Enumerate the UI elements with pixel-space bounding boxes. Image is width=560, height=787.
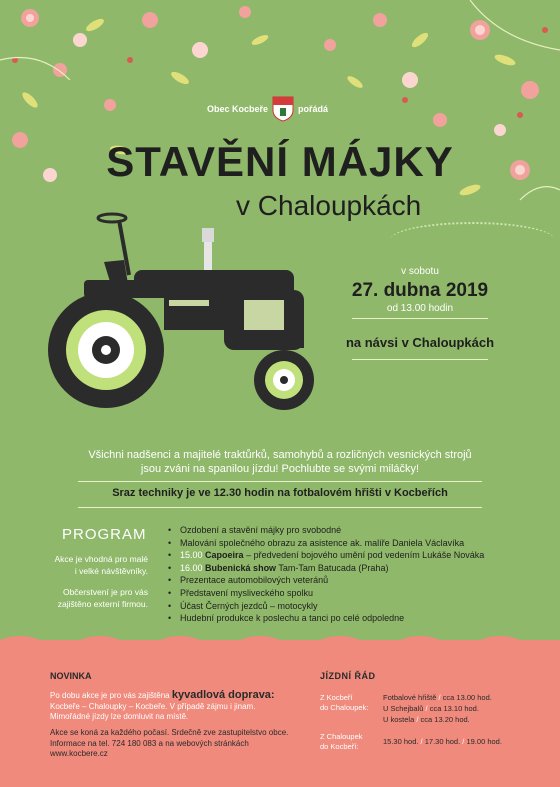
- label-line: do Kocbeří:: [320, 742, 359, 751]
- list-item: [166, 612, 526, 625]
- timetable-label-to-chaloupky: [320, 693, 380, 713]
- phone-note: Informace na tel. 724 180 083 a na webových stránkách: [50, 738, 249, 748]
- shuttle-route: Kocbeře – Chaloupky – Kocbeře. V případě zájmu i jinam.: [50, 701, 256, 711]
- shuttle-highlight: kyvadlová doprava:: [171, 689, 275, 701]
- news-heading: NOVINKA: [50, 671, 92, 681]
- event-place: na návsi v Chaloupkách: [345, 335, 495, 350]
- stop-time: cca 13.10 hod.: [429, 704, 479, 713]
- program-list: [166, 524, 526, 625]
- label-line: Z Chaloupek: [320, 732, 363, 741]
- timetable-row: [383, 704, 479, 715]
- date-prefix: v sobotu: [401, 266, 439, 277]
- program-heading: PROGRAM: [62, 526, 147, 543]
- item-time: 15.00: [180, 550, 203, 561]
- intro-line: Všichni nadšenci a majitelé traktůrků, samohybů a rozličných vesnických strojů: [88, 449, 472, 461]
- departure-time: 17.30 hod.: [424, 737, 461, 746]
- item-text: Ozdobení a stavění májky pro svobodné: [180, 525, 342, 535]
- program-note-suitability: [40, 553, 148, 577]
- divider: [78, 507, 482, 508]
- tractor-illustration: [44, 200, 334, 420]
- note-line: zajištěno externí firmou.: [57, 599, 148, 609]
- weather-note: Akce se koná za každého počasí. Srdečně zve zastupitelstvo obce.: [50, 728, 289, 737]
- list-item: [166, 537, 526, 550]
- shuttle-note: Mimořádné jízdy lze domluvit na místě.: [50, 712, 189, 721]
- stop-time: cca 13.00 hod.: [442, 693, 492, 702]
- stop-name: Fotbalové hřiště: [383, 693, 437, 702]
- item-text: Hudební produkce k poslechu a tanci po celé odpoledne: [180, 613, 405, 624]
- separator: /: [420, 737, 423, 746]
- timetable-label-to-kocbere: [320, 732, 380, 752]
- website-link[interactable]: www.kocbere.cz: [50, 749, 108, 758]
- note-line: Akce je vhodná pro malé: [54, 554, 148, 564]
- item-text: Účast Černých jezdců – motocykly: [180, 600, 318, 611]
- item-highlight: Capoeira: [205, 550, 244, 561]
- divider: [78, 481, 482, 482]
- program-note-refreshments: [40, 586, 148, 610]
- timetable-row: [383, 693, 492, 704]
- separator: /: [425, 704, 428, 713]
- event-time: od 13.00 hodin: [386, 303, 454, 314]
- separator: /: [438, 693, 441, 702]
- item-text: Tam-Tam Batucada (Praha): [276, 562, 389, 573]
- organizer-name: Obec Kocbeře: [206, 104, 268, 114]
- label-line: Z Kocbeří: [320, 693, 353, 702]
- contact-info: [50, 728, 310, 760]
- event-date: 27. dubna 2019: [351, 280, 489, 301]
- crest-icon: [272, 96, 294, 122]
- separator: /: [462, 737, 465, 746]
- note-line: i velké návštěvníky.: [74, 566, 148, 576]
- timetable-heading: JÍZDNÍ ŘÁD: [320, 671, 376, 681]
- item-text: Malování společného obrazu za asistence ak. malíře Daniela Václavíka: [180, 537, 465, 548]
- stop-name: U Schejbalů: [383, 704, 424, 713]
- divider: [352, 359, 488, 360]
- divider: [352, 318, 488, 319]
- timetable-row: [383, 715, 470, 726]
- intro-text: [40, 448, 520, 476]
- list-item: [166, 587, 526, 600]
- page-subtitle: v Chaloupkách: [236, 190, 422, 221]
- shuttle-intro: Po dobu akce je pro vás zajištěna: [50, 691, 170, 700]
- shuttle-info: [50, 690, 310, 723]
- departure-time: 19.00 hod.: [466, 737, 502, 746]
- item-text: – předvedení bojového umění pod vedením Lukáše Nováka: [243, 550, 485, 561]
- organizer-row: [0, 96, 560, 122]
- separator: /: [416, 715, 419, 724]
- list-item: [166, 574, 526, 587]
- label-line: do Chaloupek:: [320, 703, 369, 712]
- note-line: Občerstvení je pro vás: [62, 587, 148, 597]
- item-text: Představení mysliveckého spolku: [180, 587, 314, 598]
- item-time: 16.00: [180, 562, 203, 573]
- departure-time: 15.30 hod.: [383, 737, 419, 746]
- item-highlight: Bubenická show: [205, 562, 277, 573]
- list-item: [166, 524, 526, 537]
- intro-line: jsou zváni na spanilou jízdu! Pochlubte se svými miláčky!: [140, 463, 420, 475]
- page-title: STAVĚNÍ MÁJKY: [106, 138, 454, 185]
- meeting-info: Sraz techniky je ve 12.30 hodin na fotbalovém hřišti v Kocbeřích: [112, 487, 448, 499]
- list-item: [166, 549, 526, 562]
- date-block: [330, 266, 510, 314]
- organizer-verb: pořádá: [298, 104, 329, 114]
- list-item: [166, 600, 526, 613]
- item-text: Prezentace automobilových veteránů: [180, 575, 329, 586]
- list-item: [166, 562, 526, 575]
- stop-time: cca 13.20 hod.: [420, 715, 470, 724]
- dotted-ring: [390, 222, 555, 258]
- stop-name: U kostela: [383, 715, 415, 724]
- timetable-row: [383, 737, 502, 748]
